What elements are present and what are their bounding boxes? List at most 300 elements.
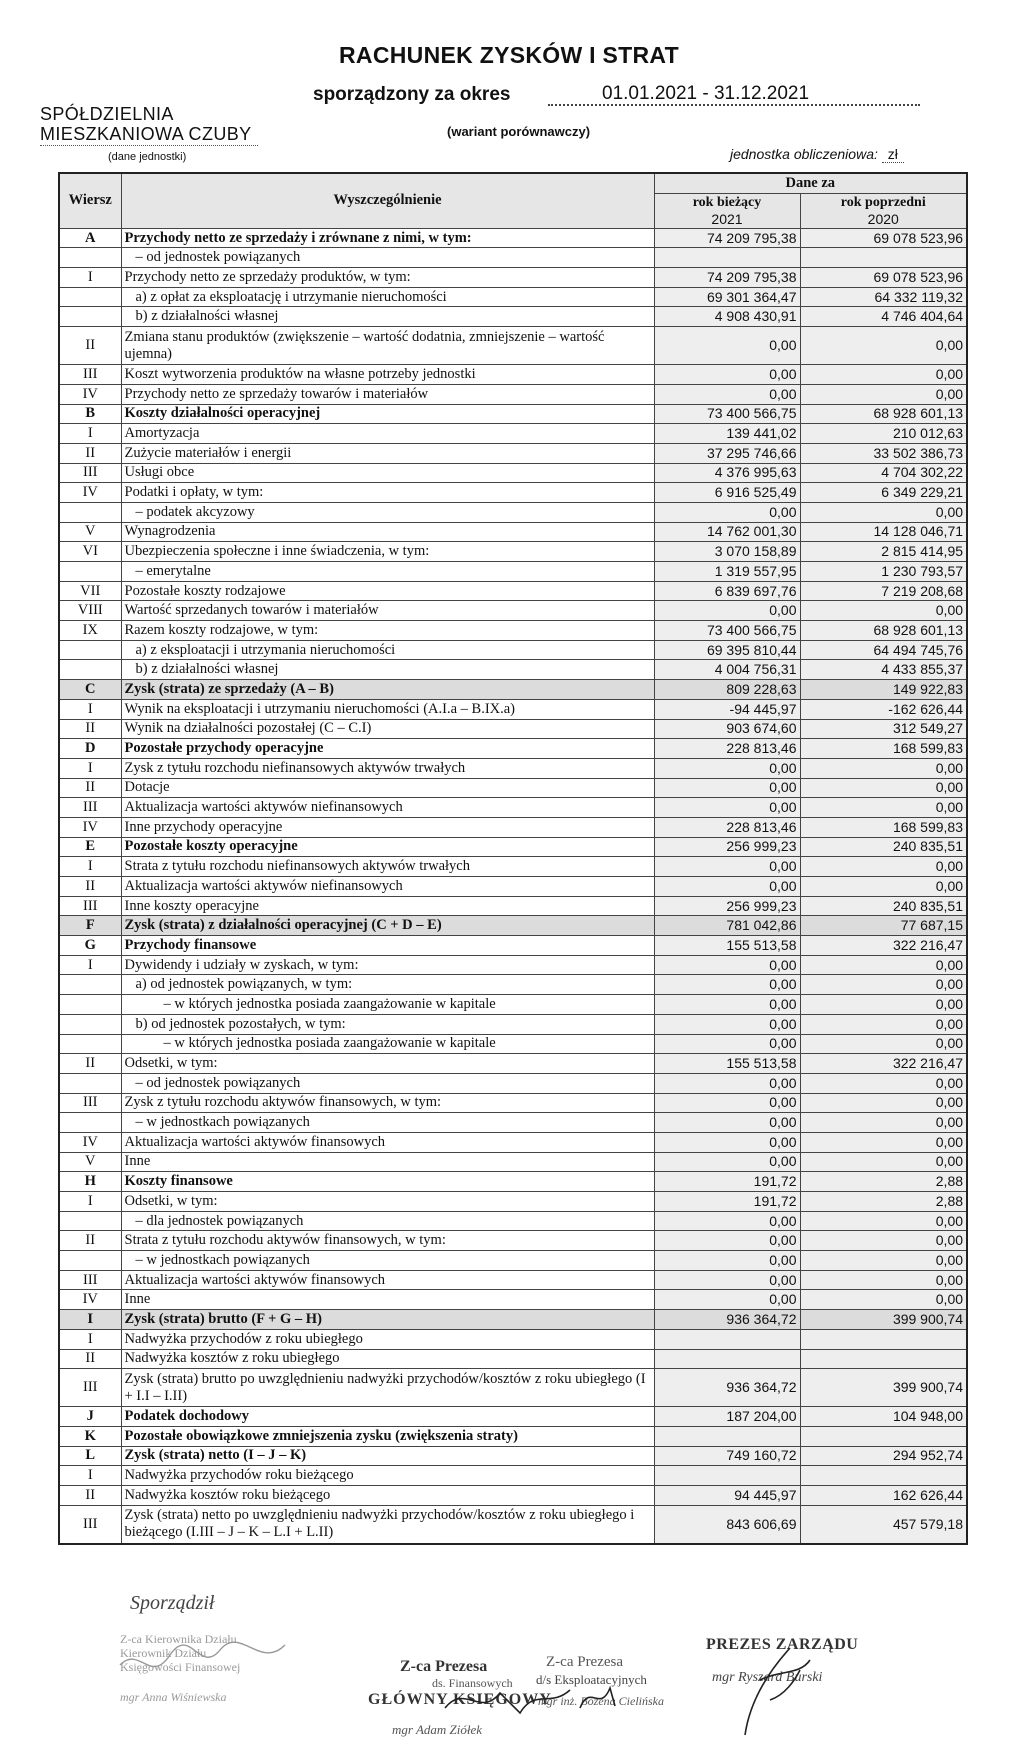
row-value-current: 4 376 995,63 [654, 463, 800, 483]
row-value-previous: 0,00 [800, 995, 967, 1015]
row-number: III [59, 896, 121, 916]
row-number: V [59, 1152, 121, 1172]
row-value-previous: 0,00 [800, 384, 967, 404]
row-value-previous: 0,00 [800, 1211, 967, 1231]
row-value-previous: 68 928 601,13 [800, 404, 967, 424]
row-value-current: 4 004 756,31 [654, 660, 800, 680]
row-number: II [59, 877, 121, 897]
row-description: Podatek dochodowy [121, 1407, 654, 1427]
unit-label: jednostka obliczeniowa: [730, 146, 878, 162]
row-value-current: 69 395 810,44 [654, 640, 800, 660]
row-description: Koszty finansowe [121, 1172, 654, 1192]
table-row [59, 1073, 967, 1093]
table-row [59, 522, 967, 542]
row-number: C [59, 680, 121, 700]
row-description: – w których jednostka posiada zaangażowanie w kapitale [121, 1034, 654, 1054]
stamp3-line2: d/s Eksploatacyjnych [536, 1672, 647, 1687]
row-number: II [59, 443, 121, 463]
table-row [59, 443, 967, 463]
row-number: VII [59, 581, 121, 601]
table-row [59, 404, 967, 424]
table-row [59, 975, 967, 995]
row-value-previous: 0,00 [800, 1251, 967, 1271]
row-number: I [59, 424, 121, 444]
table-row [59, 268, 967, 288]
row-number [59, 562, 121, 582]
header-current-label: rok bieżący [692, 194, 762, 210]
row-value-current: 0,00 [654, 1270, 800, 1290]
row-number: IV [59, 384, 121, 404]
row-value-previous: 0,00 [800, 502, 967, 522]
row-value-previous: 2,88 [800, 1192, 967, 1212]
row-number [59, 1251, 121, 1271]
header-previous-year [800, 193, 967, 228]
row-value-current: -94 445,97 [654, 699, 800, 719]
row-description: Inne przychody operacyjne [121, 817, 654, 837]
row-number: I [59, 1466, 121, 1486]
row-value-previous: 312 549,27 [800, 719, 967, 739]
row-value-previous: 7 219 208,68 [800, 581, 967, 601]
unit-line [730, 146, 904, 162]
table-row [59, 1211, 967, 1231]
row-value-previous: 210 012,63 [800, 424, 967, 444]
row-description: Wynagrodzenia [121, 522, 654, 542]
row-value-current: 0,00 [654, 601, 800, 621]
row-value-current: 0,00 [654, 1073, 800, 1093]
table-row [59, 562, 967, 582]
organization-name-line2: MIESZKANIOWA CZUBY [40, 124, 258, 146]
row-description: Pozostałe koszty rodzajowe [121, 581, 654, 601]
table-row [59, 365, 967, 385]
row-value-previous [800, 1329, 967, 1349]
stamp2-line3: GŁÓWNY KSIĘGOWY [368, 1691, 552, 1708]
row-description: Przychody netto ze sprzedaży produktów, w tym: [121, 268, 654, 288]
table-row [59, 1192, 967, 1212]
row-value-previous: 322 216,47 [800, 1054, 967, 1074]
row-value-previous: 240 835,51 [800, 837, 967, 857]
header-description: Wyszczególnienie [121, 173, 654, 228]
row-number: II [59, 1231, 121, 1251]
unit-value: zł [882, 146, 904, 163]
row-value-current: 0,00 [654, 1251, 800, 1271]
row-description: Przychody netto ze sprzedaży towarów i materiałów [121, 384, 654, 404]
row-value-current: 191,72 [654, 1192, 800, 1212]
row-number: II [59, 1485, 121, 1505]
row-description: Zysk (strata) brutto (F + G – H) [121, 1310, 654, 1330]
row-number: III [59, 1270, 121, 1290]
row-value-current: 0,00 [654, 1152, 800, 1172]
header-previous-year-value: 2020 [867, 210, 899, 227]
row-description: – w których jednostka posiada zaangażowanie w kapitale [121, 995, 654, 1015]
row-description: Strata z tytułu rozchodu niefinansowych aktywów trwałych [121, 857, 654, 877]
row-number: IV [59, 817, 121, 837]
table-row [59, 1113, 967, 1133]
row-value-previous: 162 626,44 [800, 1485, 967, 1505]
row-number: I [59, 955, 121, 975]
row-value-previous: 168 599,83 [800, 739, 967, 759]
row-value-previous: 0,00 [800, 1231, 967, 1251]
stamp3-name: mgr inż. Bożena Cielińska [538, 1694, 664, 1708]
row-value-current: 809 228,63 [654, 680, 800, 700]
row-value-previous [800, 1349, 967, 1369]
row-value-previous: 0,00 [800, 955, 967, 975]
row-description: Zmiana stanu produktów (zwiększenie – wartość dodatnia, zmniejszenie – wartość ujemna) [121, 327, 654, 365]
handwritten-signature-1 [110, 1625, 300, 1695]
row-value-current: 6 839 697,76 [654, 581, 800, 601]
row-description: Zysk (strata) netto po uwzględnieniu nadwyżki przychodów/kosztów z roku ubiegłego i bieżącego (I.III – J – K – L.I + L.II) [121, 1505, 654, 1544]
row-description: Usługi obce [121, 463, 654, 483]
row-description: a) z eksploatacji i utrzymania nieruchomości [121, 640, 654, 660]
row-number [59, 1014, 121, 1034]
table-row [59, 1093, 967, 1113]
header-current-year-value: 2021 [711, 210, 743, 227]
row-number: F [59, 916, 121, 936]
row-value-current: 94 445,97 [654, 1485, 800, 1505]
row-value-previous: 0,00 [800, 601, 967, 621]
row-value-current: 0,00 [654, 877, 800, 897]
row-number: II [59, 1349, 121, 1369]
row-number: D [59, 739, 121, 759]
row-value-previous: 168 599,83 [800, 817, 967, 837]
table-row [59, 327, 967, 365]
table-row [59, 228, 967, 248]
row-description: Inne [121, 1290, 654, 1310]
row-number: VI [59, 542, 121, 562]
row-value-previous [800, 248, 967, 268]
row-description: Pozostałe przychody operacyjne [121, 739, 654, 759]
row-number: II [59, 778, 121, 798]
row-value-current: 74 209 795,38 [654, 268, 800, 288]
row-value-previous: 322 216,47 [800, 936, 967, 956]
row-value-previous: 0,00 [800, 798, 967, 818]
row-value-current: 903 674,60 [654, 719, 800, 739]
row-value-current: 0,00 [654, 1231, 800, 1251]
income-statement-table [58, 172, 968, 1545]
organization-name-line1: SPÓŁDZIELNIA [40, 104, 174, 124]
table-row [59, 1172, 967, 1192]
row-number: I [59, 1310, 121, 1330]
row-value-current: 139 441,02 [654, 424, 800, 444]
prepared-by-signature: Sporządził [130, 1592, 215, 1614]
header-previous-label: rok poprzedni [840, 194, 926, 210]
table-row [59, 424, 967, 444]
table-row [59, 1054, 967, 1074]
stamp1-line2: Kierownik Działu [120, 1646, 207, 1660]
row-number: IV [59, 483, 121, 503]
stamp3-line1: Z-ca Prezesa [546, 1654, 624, 1670]
row-value-current: 936 364,72 [654, 1369, 800, 1407]
row-value-current: 0,00 [654, 1211, 800, 1231]
row-value-current: 0,00 [654, 327, 800, 365]
table-row [59, 1132, 967, 1152]
row-value-previous: 0,00 [800, 877, 967, 897]
row-value-previous [800, 1466, 967, 1486]
row-value-previous: 4 433 855,37 [800, 660, 967, 680]
row-number [59, 287, 121, 307]
row-value-current: 228 813,46 [654, 739, 800, 759]
table-row [59, 542, 967, 562]
row-value-previous: 399 900,74 [800, 1369, 967, 1407]
header-wiersz: Wiersz [59, 173, 121, 228]
row-value-current: 37 295 746,66 [654, 443, 800, 463]
row-number [59, 640, 121, 660]
table-row [59, 916, 967, 936]
table-row [59, 601, 967, 621]
row-value-previous: 0,00 [800, 1132, 967, 1152]
row-value-current [654, 248, 800, 268]
row-number: L [59, 1446, 121, 1466]
row-value-current: 0,00 [654, 975, 800, 995]
row-value-previous: -162 626,44 [800, 699, 967, 719]
row-number: VIII [59, 601, 121, 621]
row-number: H [59, 1172, 121, 1192]
row-value-current: 0,00 [654, 1034, 800, 1054]
table-row [59, 384, 967, 404]
row-description: Zysk (strata) netto (I – J – K) [121, 1446, 654, 1466]
row-value-current: 191,72 [654, 1172, 800, 1192]
row-value-previous: 0,00 [800, 1034, 967, 1054]
row-value-current: 256 999,23 [654, 896, 800, 916]
row-value-previous: 0,00 [800, 1270, 967, 1290]
row-value-previous: 14 128 046,71 [800, 522, 967, 542]
row-value-current: 0,00 [654, 365, 800, 385]
document-title: RACHUNEK ZYSKÓW I STRAT [339, 42, 679, 68]
row-number: V [59, 522, 121, 542]
table-row [59, 877, 967, 897]
table-row [59, 1270, 967, 1290]
row-description: Koszty działalności operacyjnej [121, 404, 654, 424]
table-row [59, 581, 967, 601]
period-value: 01.01.2021 - 31.12.2021 [548, 84, 920, 106]
row-description: – od jednostek powiązanych [121, 1073, 654, 1093]
table-row [59, 739, 967, 759]
row-description: Nadwyżka kosztów z roku ubiegłego [121, 1349, 654, 1369]
row-description: b) z działalności własnej [121, 660, 654, 680]
row-value-previous: 0,00 [800, 1113, 967, 1133]
row-description: Pozostałe obowiązkowe zmniejszenia zysku (zwiększenia straty) [121, 1426, 654, 1446]
row-value-previous: 2 815 414,95 [800, 542, 967, 562]
row-value-previous: 399 900,74 [800, 1310, 967, 1330]
row-value-previous: 6 349 229,21 [800, 483, 967, 503]
row-number: I [59, 268, 121, 288]
row-value-previous: 77 687,15 [800, 916, 967, 936]
row-description: Zysk (strata) brutto po uwzględnieniu nadwyżki przychodów/kosztów z roku ubiegłego (I + I.I – I.II) [121, 1369, 654, 1407]
row-value-previous: 0,00 [800, 758, 967, 778]
stamp2-line2: ds. Finansowych [432, 1676, 513, 1690]
row-value-previous: 0,00 [800, 1073, 967, 1093]
row-number: I [59, 1192, 121, 1212]
table-row [59, 307, 967, 327]
row-number: III [59, 798, 121, 818]
row-value-current: 936 364,72 [654, 1310, 800, 1330]
row-description: Aktualizacja wartości aktywów niefinansowych [121, 798, 654, 818]
row-value-current: 0,00 [654, 1132, 800, 1152]
row-number [59, 1113, 121, 1133]
row-description: Strata z tytułu rozchodu aktywów finansowych, w tym: [121, 1231, 654, 1251]
row-number [59, 975, 121, 995]
row-value-current: 187 204,00 [654, 1407, 800, 1427]
row-number: J [59, 1407, 121, 1427]
row-number: IX [59, 621, 121, 641]
row-number [59, 995, 121, 1015]
stamp2-line1: Z-ca Prezesa [400, 1658, 488, 1675]
row-number: I [59, 699, 121, 719]
row-value-previous: 4 746 404,64 [800, 307, 967, 327]
table-row [59, 502, 967, 522]
row-value-current: 0,00 [654, 857, 800, 877]
row-value-previous: 457 579,18 [800, 1505, 967, 1544]
table-row [59, 1034, 967, 1054]
row-description: b) od jednostek pozostałych, w tym: [121, 1014, 654, 1034]
table-row [59, 1426, 967, 1446]
table-row [59, 955, 967, 975]
handwritten-signature-3 [730, 1640, 820, 1740]
row-number: IV [59, 1132, 121, 1152]
row-description: Wynik na eksploatacji i utrzymaniu nieruchomości (A.I.a – B.IX.a) [121, 699, 654, 719]
row-value-current: 155 513,58 [654, 936, 800, 956]
row-description: Zużycie materiałów i energii [121, 443, 654, 463]
table-row [59, 1329, 967, 1349]
row-description: Dotacje [121, 778, 654, 798]
row-description: Odsetki, w tym: [121, 1054, 654, 1074]
table-header-row [59, 173, 967, 193]
row-description: Amortyzacja [121, 424, 654, 444]
row-description: Aktualizacja wartości aktywów finansowych [121, 1270, 654, 1290]
table-row [59, 640, 967, 660]
stamp1-name: mgr Anna Wiśniewska [120, 1690, 227, 1704]
row-description: Wynik na działalności pozostałej (C – C.I) [121, 719, 654, 739]
row-value-current: 14 762 001,30 [654, 522, 800, 542]
row-description: Odsetki, w tym: [121, 1192, 654, 1212]
row-value-previous: 4 704 302,22 [800, 463, 967, 483]
row-value-current: 0,00 [654, 1290, 800, 1310]
row-number: IV [59, 1290, 121, 1310]
stamp4-name: mgr Ryszard Burski [712, 1670, 823, 1685]
table-row [59, 837, 967, 857]
row-description: Zysk (strata) ze sprzedaży (A – B) [121, 680, 654, 700]
row-value-current: 228 813,46 [654, 817, 800, 837]
row-value-current: 749 160,72 [654, 1446, 800, 1466]
table-row [59, 1466, 967, 1486]
period-label: sporządzony za okres [313, 84, 511, 105]
row-value-current [654, 1329, 800, 1349]
row-value-current: 256 999,23 [654, 837, 800, 857]
table-row [59, 1446, 967, 1466]
row-value-previous: 104 948,00 [800, 1407, 967, 1427]
row-value-current: 0,00 [654, 1113, 800, 1133]
row-value-current [654, 1349, 800, 1369]
table-row [59, 798, 967, 818]
row-number: A [59, 228, 121, 248]
row-description: – dla jednostek powiązanych [121, 1211, 654, 1231]
row-description: Inne koszty operacyjne [121, 896, 654, 916]
row-description: Przychody finansowe [121, 936, 654, 956]
table-row [59, 857, 967, 877]
row-number: B [59, 404, 121, 424]
table-row [59, 1485, 967, 1505]
row-value-previous: 0,00 [800, 1014, 967, 1034]
row-value-previous: 0,00 [800, 975, 967, 995]
row-value-previous: 149 922,83 [800, 680, 967, 700]
row-description: – emerytalne [121, 562, 654, 582]
row-value-current [654, 1466, 800, 1486]
row-value-current: 3 070 158,89 [654, 542, 800, 562]
variant-label: (wariant porównawczy) [447, 124, 591, 139]
row-description: Nadwyżka przychodów roku bieżącego [121, 1466, 654, 1486]
row-value-previous: 1 230 793,57 [800, 562, 967, 582]
row-description: Dywidendy i udziały w zyskach, w tym: [121, 955, 654, 975]
table-row [59, 1290, 967, 1310]
row-description: Razem koszty rodzajowe, w tym: [121, 621, 654, 641]
row-value-previous: 0,00 [800, 1093, 967, 1113]
row-number: I [59, 857, 121, 877]
row-number [59, 248, 121, 268]
row-number [59, 1034, 121, 1054]
table-row [59, 483, 967, 503]
row-value-previous: 2,88 [800, 1172, 967, 1192]
row-value-current: 73 400 566,75 [654, 621, 800, 641]
row-description: Aktualizacja wartości aktywów finansowych [121, 1132, 654, 1152]
row-number: K [59, 1426, 121, 1446]
row-description: Wartość sprzedanych towarów i materiałów [121, 601, 654, 621]
row-number: III [59, 1505, 121, 1544]
row-value-current: 69 301 364,47 [654, 287, 800, 307]
row-number: II [59, 1054, 121, 1074]
row-value-current: 0,00 [654, 384, 800, 404]
row-value-current: 0,00 [654, 1093, 800, 1113]
row-description: Ubezpieczenia społeczne i inne świadczenia, w tym: [121, 542, 654, 562]
row-value-previous: 33 502 386,73 [800, 443, 967, 463]
table-row [59, 778, 967, 798]
table-row [59, 248, 967, 268]
stamp4-line1: PREZES ZARZĄDU [706, 1636, 859, 1653]
row-value-current: 0,00 [654, 758, 800, 778]
row-description: – od jednostek powiązanych [121, 248, 654, 268]
row-value-current: 0,00 [654, 955, 800, 975]
table-row [59, 621, 967, 641]
row-value-current: 0,00 [654, 1014, 800, 1034]
row-value-current: 1 319 557,95 [654, 562, 800, 582]
table-row [59, 758, 967, 778]
row-value-current: 781 042,86 [654, 916, 800, 936]
table-row [59, 1369, 967, 1407]
stamp1-line1: Z-ca Kierownika Działu [120, 1632, 237, 1646]
table-row [59, 1505, 967, 1544]
row-value-previous: 69 078 523,96 [800, 268, 967, 288]
row-description: Zysk z tytułu rozchodu niefinansowych aktywów trwałych [121, 758, 654, 778]
row-description: Przychody netto ze sprzedaży i zrównane z nimi, w tym: [121, 228, 654, 248]
row-number: II [59, 327, 121, 365]
row-number: II [59, 719, 121, 739]
row-value-previous: 69 078 523,96 [800, 228, 967, 248]
table-row [59, 1014, 967, 1034]
row-value-current: 6 916 525,49 [654, 483, 800, 503]
row-description: Zysk z tytułu rozchodu aktywów finansowych, w tym: [121, 1093, 654, 1113]
row-value-current: 0,00 [654, 995, 800, 1015]
row-value-current: 843 606,69 [654, 1505, 800, 1544]
row-value-current: 74 209 795,38 [654, 228, 800, 248]
table-row [59, 699, 967, 719]
table-row [59, 1310, 967, 1330]
row-value-previous: 294 952,74 [800, 1446, 967, 1466]
row-number [59, 307, 121, 327]
row-number [59, 1211, 121, 1231]
row-number: III [59, 365, 121, 385]
row-number: III [59, 1093, 121, 1113]
table-row [59, 896, 967, 916]
row-description: – w jednostkach powiązanych [121, 1113, 654, 1133]
row-value-previous: 68 928 601,13 [800, 621, 967, 641]
